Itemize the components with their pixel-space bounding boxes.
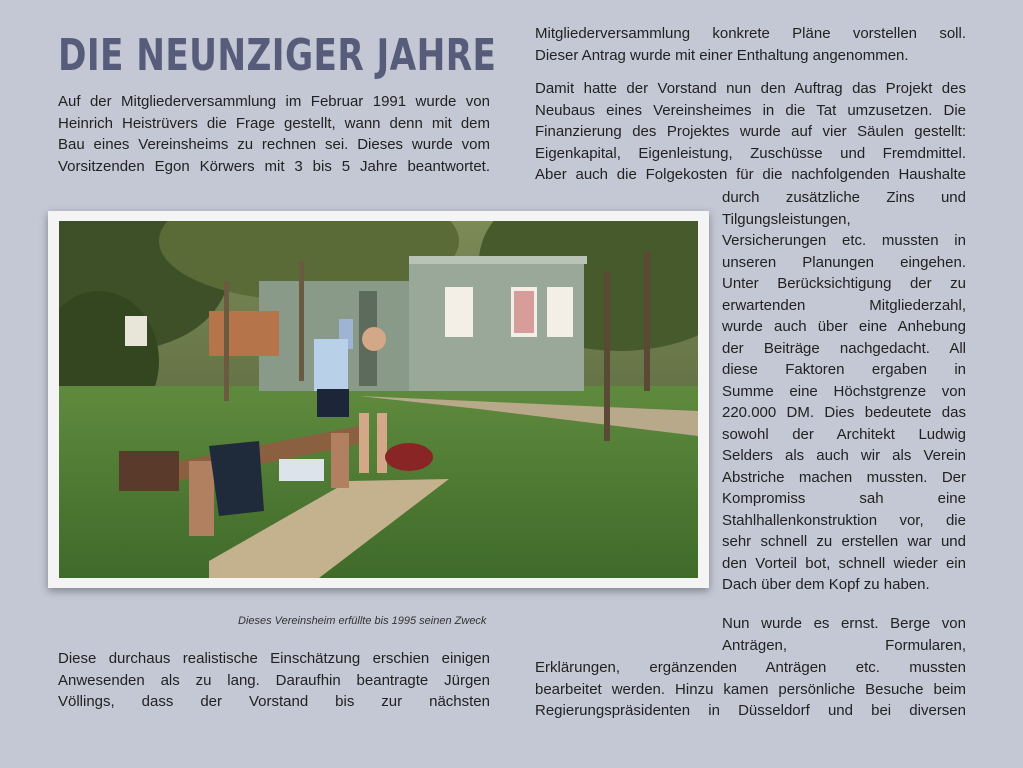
text-line: Anwesenden als zu lang. Daraufhin beantragte Jürgen (58, 671, 490, 689)
right-paragraph-2 (535, 78, 966, 186)
right-paragraph-1 (535, 23, 966, 66)
text-line: Eigenkapital, Eigenleistung, Zuschüsse und Fremdmittel. (535, 144, 966, 162)
text-line: Versicherungen etc. mussten in (722, 232, 966, 249)
text-line: Dach über dem Kopf zu haben. (722, 576, 930, 593)
photo-caption: Dieses Vereinsheim erfüllte bis 1995 seinen Zweck (238, 615, 487, 627)
text-line: den Vorteil bot, schnell wieder ein (722, 554, 966, 572)
left-paragraph-2 (58, 648, 490, 713)
text-line: Tilgungsleistungen, (722, 210, 851, 228)
text-line: Nun wurde es ernst. Berge von (722, 615, 966, 632)
text-line: bearbeitet werden. Hinzu kamen persönliche Besuche beim (535, 680, 966, 698)
text-line: Unter Berücksichtigung der zu (722, 275, 966, 292)
text-line: Diese durchaus realistische Einschätzung erschien einigen (58, 650, 490, 667)
text-line: durch zusätzliche Zins und (722, 189, 966, 206)
photo-frame (48, 211, 709, 588)
intro-paragraph (58, 91, 490, 177)
text-line: Dieser Antrag wurde mit einer Enthaltung angenommen. (535, 46, 909, 64)
text-line: Damit hatte der Vorstand nun den Auftrag das Projekt des (535, 80, 966, 97)
right-narrow-column (722, 187, 966, 596)
text-line: unseren Planungen eingehen. (722, 253, 966, 271)
text-line: Regierungspräsidenten in Düsseldorf und bei diversen (535, 702, 966, 719)
text-line: der Beiträge nachgedacht. All (722, 339, 966, 357)
text-line: Finanzierung des Projektes wurde auf vier Säulen gestellt: (535, 123, 966, 140)
text-line: sowohl der Architekt Ludwig (722, 425, 966, 443)
right-paragraph-5 (535, 657, 966, 722)
text-line: erwartenden Mitgliederzahl, (722, 296, 966, 314)
text-line: sehr schnell zu erstellen war und (722, 533, 966, 550)
text-line: Aber auch die Folgekosten für die nachfolgenden Haushalte (535, 166, 966, 183)
text-line: diese Faktoren ergaben in (722, 361, 966, 378)
text-line: Heinrich Heistrüvers die Frage gestellt, wann denn mit dem (58, 114, 490, 132)
text-line: Summe eine Höchstgrenze von (722, 382, 966, 400)
right-paragraph-4 (722, 613, 966, 656)
text-line: Bau eines Vereinsheims zu rechnen sei. Dieses wurde vom (58, 136, 490, 153)
text-line: Neubaus eines Vereinsheimes in die Tat umzusetzen. Die (535, 101, 966, 119)
text-line: Mitgliederversammlung konkrete Pläne vorstellen soll. (535, 25, 966, 42)
text-line: Auf der Mitgliederversammlung im Februar 1991 wurde von (58, 93, 490, 110)
clubhouse-photo (59, 221, 698, 578)
text-line: Abstriche machen mussten. Der (722, 468, 966, 486)
text-line: 220.000 DM. Dies bedeutete das (722, 404, 966, 421)
text-line: wurde auch über eine Anhebung (722, 318, 966, 335)
text-line: Selders als auch wir als Verein (722, 447, 966, 464)
page-title: DIE NEUNZIGER JAHRE (58, 30, 497, 81)
text-line: Kompromiss sah eine (722, 490, 966, 507)
text-line: Stahlhallenkonstruktion vor, die (722, 511, 966, 529)
text-line: Vorsitzenden Egon Körwers mit 3 bis 5 Jahre beantwortet. (58, 157, 490, 175)
text-line: Erklärungen, ergänzenden Anträgen etc. mussten (535, 659, 966, 676)
text-line: Anträgen, Formularen, (722, 636, 966, 654)
clubhouse-photo-illustration (59, 221, 698, 578)
text-line: Völlings, dass der Vorstand bis zur nächsten (58, 693, 490, 710)
